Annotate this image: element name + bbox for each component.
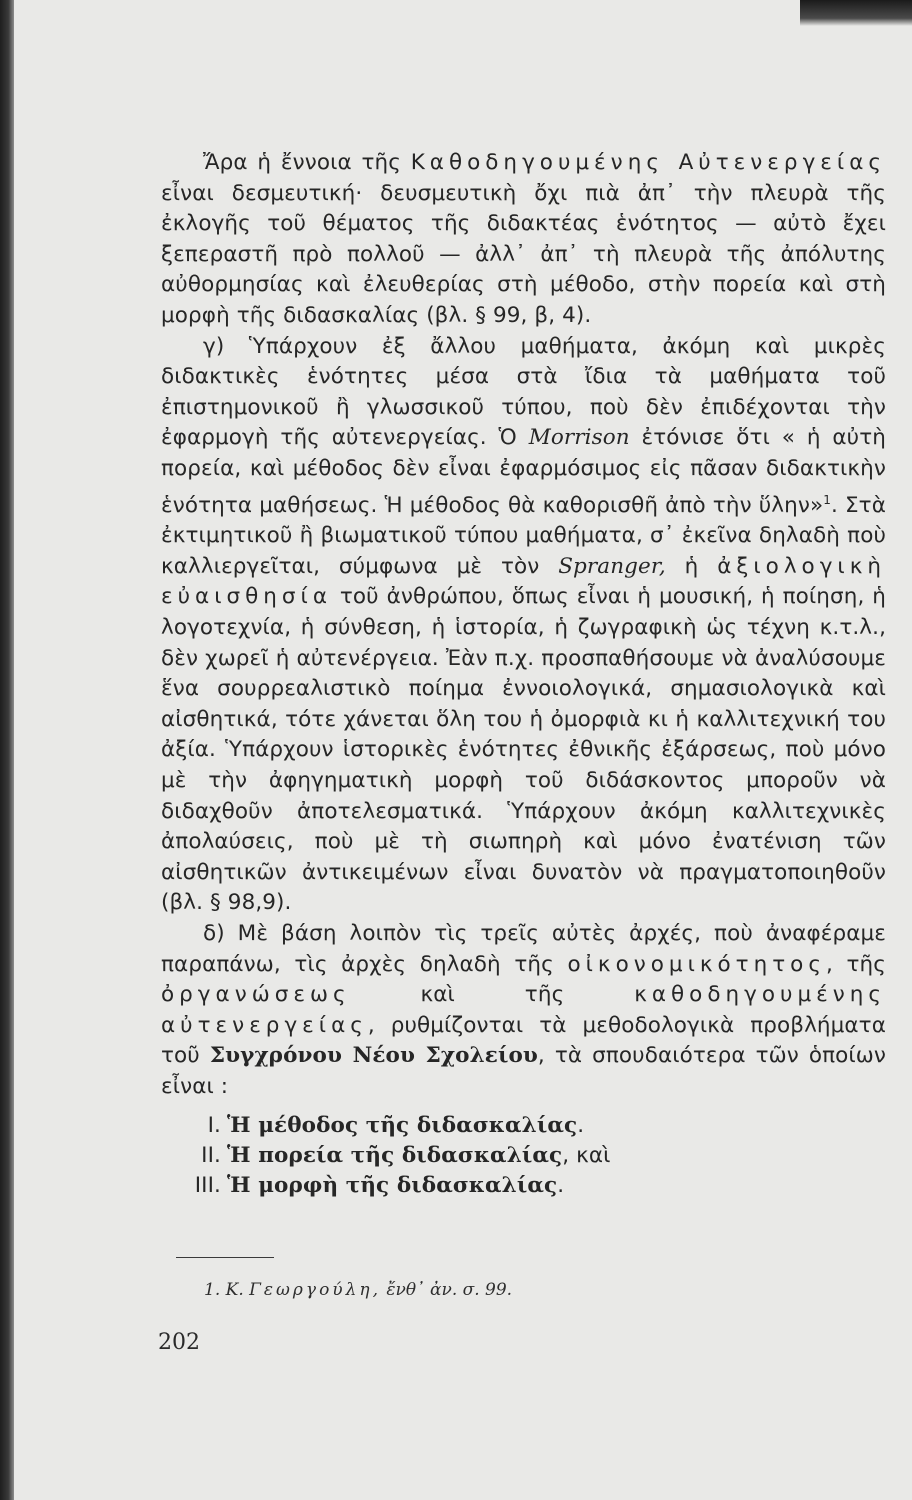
list-number: III. (194, 1172, 221, 1198)
p1-text-c: εἶναι δεσμευτική· δευσμευτικὴ ὄχι πιὰ ἀπ᾽ τὴν πλευρὰ τῆς ἐκλογῆς τοῦ θέματος τῆς διδακτέας ἑνότητος — αὐτὸ ἔχει ξεπεραστῆ πρὸ πολλοῦ — ἀλλ᾽ ἀπ᾽ τὴ πλευρὰ τῆς ἀπόλυτης αὐθορμησίας καὶ ἐλευθερίας στὴ μέθοδο, στὴν πορεία καὶ στὴ μορφὴ τῆς διδασκαλίας (βλ. § 99, β, 4). (161, 180, 886, 328)
p3-spaced-term-2: ὀργανώσεως (161, 982, 351, 1008)
list-item (161, 1171, 886, 1201)
p2-text-c: ἐτόνισε ὅτι « ἡ αὐτὴ πορεία, καὶ μέθοδος δὲν εἶναι ἐφαρμόσιμος εἰς πᾶσαν διδακτικὴν ἑνότητα μαθήσεως. Ἡ μέθοδος θὰ καθορισθῆ ἀπὸ τὴν ὕλην» (161, 425, 886, 518)
p3-spaced-term-1: οἰκονομικότητος (567, 951, 826, 977)
p3-text-a: δ) Μὲ βάση λοιπὸν τὶς τρεῖς αὐτὲς ἀρχές, ποὺ ἀναφέραμε παραπάνω, τὶς ἀρχὲς δηλαδὴ τῆς (161, 921, 886, 977)
p2-text-a: γ) Ὑπάρχουν ἐξ ἄλλου μαθήματα, ἀκόμη καὶ μικρὲς διδακτικὲς ἑνότητες μέσα στὰ ἴδια τὰ μαθήματα τοῦ ἐπιστημονικοῦ ἢ γλωσσικοῦ τύπου, ποὺ δὲν ἐπιδέχονται τὴν ἐφαρμογὴ τῆς αὐτενεργείας. Ὁ (161, 333, 886, 451)
footnote-marker: 1 (823, 492, 831, 507)
paragraph-1 (161, 148, 886, 332)
list-item (161, 1141, 886, 1171)
list-tail: , καὶ (562, 1142, 611, 1168)
page-edge-shadow (0, 0, 14, 1500)
p3-text-g: , ρυθμίζονται τὰ μεθοδολογικὰ προβλήματα τοῦ (161, 1012, 886, 1069)
p2-spaced-term: ἀξιολογικὴ εὐαισθησία (161, 553, 886, 610)
p3-spaced-term-3: καθοδηγουμένης αὐτενεργείας (161, 982, 886, 1038)
footnote-rule (176, 1257, 274, 1258)
footnote-rest: ἔνθ᾽ ἀν. σ. 99. (381, 1280, 513, 1300)
paragraph-2 (161, 332, 886, 919)
list-title: Ἡ μορφὴ τῆς διδασκαλίας (227, 1172, 558, 1198)
p2-text-e: . Στὰ ἐκτιμητικοῦ ἢ βιωματικοῦ τύπου μαθήματα, σ᾽ ἐκεῖνα δηλαδὴ ποὺ καλλιεργεῖται, σύμφωνα μὲ τὸν (161, 492, 886, 579)
list-title: Ἡ πορεία τῆς διδασκαλίας (227, 1142, 563, 1168)
footnote (204, 1280, 512, 1300)
p3-text-i: , τὰ σπουδαιότερα τῶν ὁποίων εἶναι : (161, 1043, 886, 1099)
list-number: I. (207, 1112, 221, 1138)
page-number: 202 (158, 1330, 200, 1355)
body-text (161, 148, 886, 1201)
footnote-author: Γεωργούλη, (249, 1280, 382, 1300)
list-title: Ἡ μέθοδος τῆς διδασκαλίας (227, 1112, 578, 1138)
paragraph-3 (161, 919, 886, 1103)
p1-spaced-term: Καθοδηγουμένης Αὐτενεργείας (410, 150, 886, 175)
p3-text-e: καὶ τῆς (350, 982, 635, 1008)
footnote-lead: 1. Κ. (204, 1280, 250, 1300)
list-item (161, 1111, 886, 1141)
p2-name-morrison: Morrison (528, 425, 630, 451)
list-number: II. (201, 1142, 221, 1168)
p1-text-a: Ἄρα ἡ ἔννοια τῆς (203, 150, 411, 175)
scan-shadow (800, 0, 912, 26)
list-tail: . (557, 1172, 565, 1198)
list-tail: . (577, 1112, 585, 1138)
p2-text-i: τοῦ ἀνθρώπου, ὅπως εἶναι ἡ μουσική, ἡ ποίηση, ἡ λογοτεχνία, ἡ σύνθεση, ἡ ἱστορία, ἡ ζωγραφικὴ ὡς τέχνη κ.τ.λ., δὲν χωρεῖ ἡ αὐτενέργεια. Ἐὰν π.χ. προσπαθήσουμε νὰ ἀναλύσουμε ἕνα σουρρεαλιστικὸ ποίημα ἐννοιολογικά, σημασιολογικὰ καὶ αἰσθητικά, τότε χάνεται ὅλη του ἡ ὀμορφιὰ κι ἡ καλλιτεχνική του ἀξία. Ὑπάρχουν ἱστορικὲς ἑνότητες ἐθνικῆς ἐξάρσεως, ποὺ μόνο μὲ τὴν ἀφηγηματικὴ μορφὴ τοῦ διδάσκοντος μποροῦν νὰ διδαχθοῦν ἀποτελεσματικά. Ὑπάρχουν ἀκόμη καλλιτεχνικὲς ἀπολαύσεις, ποὺ μὲ τὴ σιωπηρὴ καὶ μόνο ἐνατένιση τῶν αἰσθητικῶν ἀντικειμένων εἶναι δυνατὸν νὰ πραγματοποιηθοῦν (βλ. § 98,9). (161, 584, 886, 916)
numbered-list (161, 1111, 886, 1201)
p2-name-spranger: Spranger, (558, 553, 666, 579)
p3-bold-term: Συγχρόνου Νέου Σχολείου (209, 1043, 538, 1069)
p2-text-g: ἡ (665, 553, 718, 579)
p3-text-c: , τῆς (825, 951, 886, 977)
